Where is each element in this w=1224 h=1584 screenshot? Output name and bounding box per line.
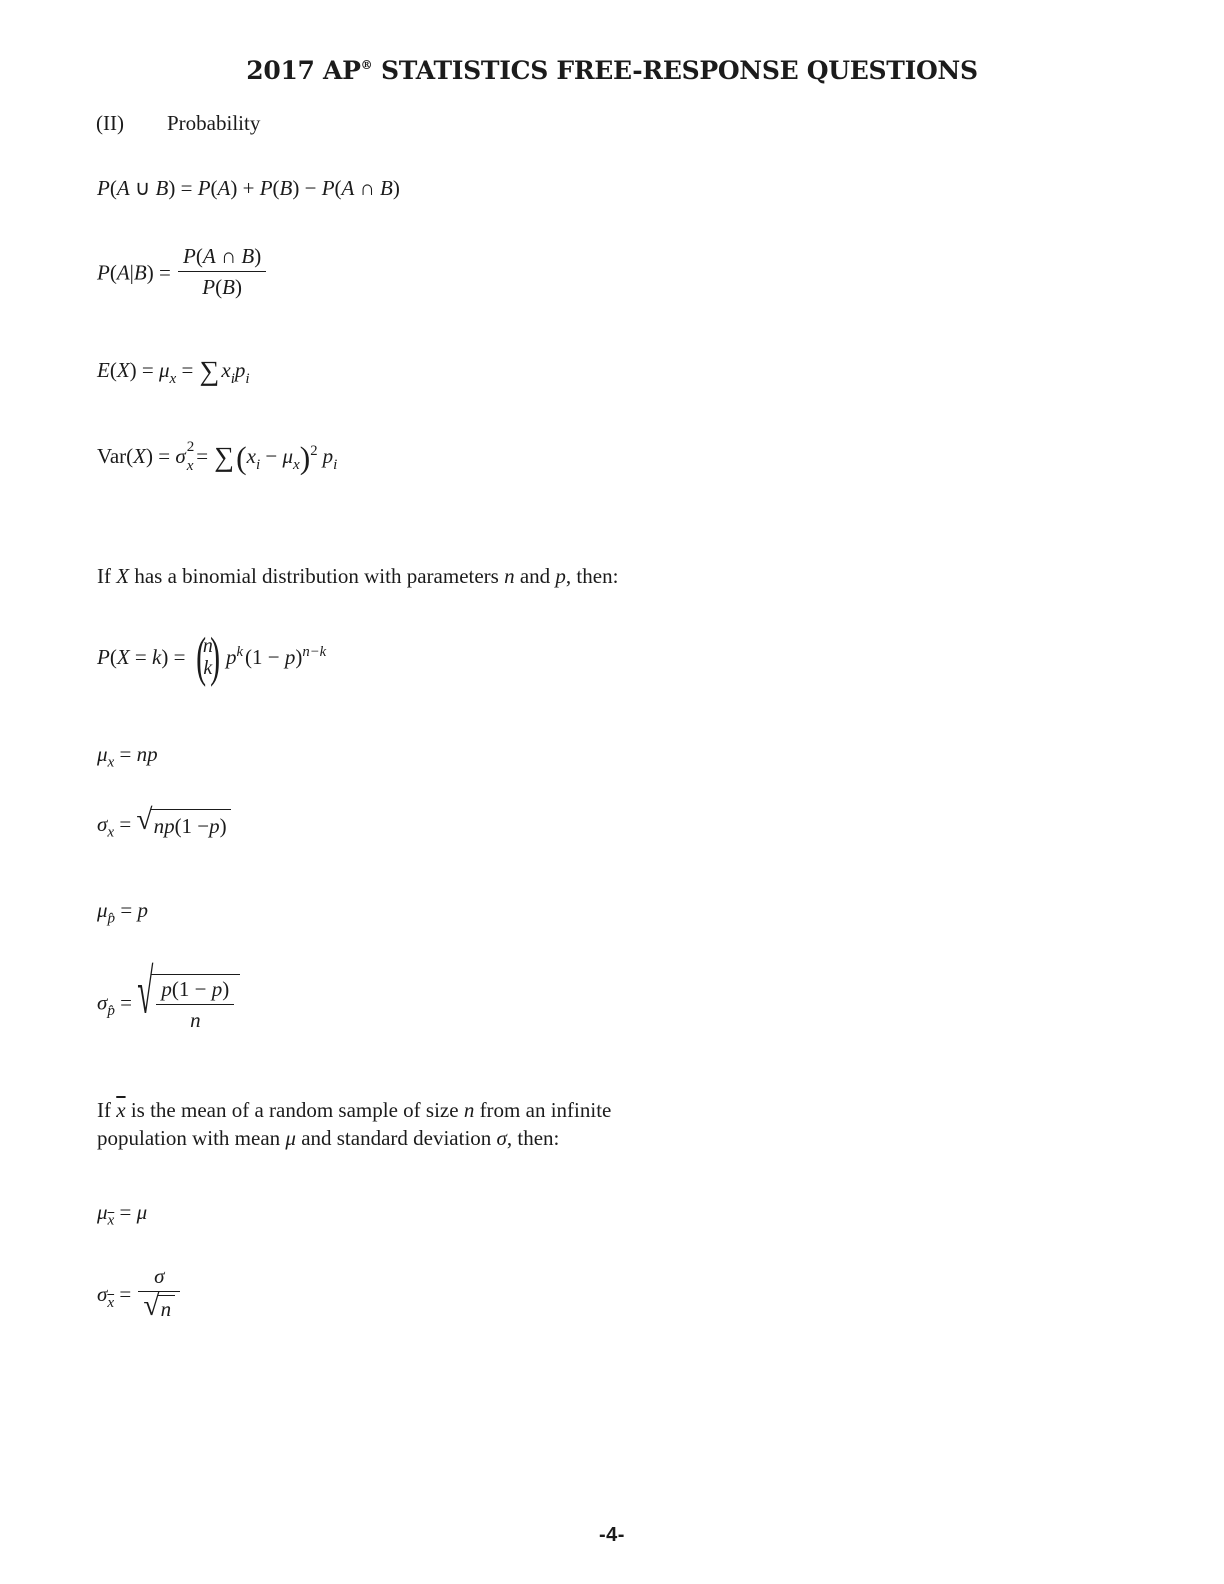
formula-expected-value (97, 352, 250, 389)
math-token: ( (109, 644, 117, 669)
math-token: (1 − (171, 977, 212, 1001)
math-token: X (133, 444, 146, 469)
math-token (156, 978, 234, 1031)
math-token: σ (175, 444, 186, 469)
math-token (151, 809, 231, 840)
math-token: ( (210, 176, 218, 200)
math-token: ) = (168, 176, 198, 200)
formula-binomial-sd (97, 803, 231, 843)
math-token: i (255, 456, 261, 473)
math-token: ) (392, 176, 400, 200)
math-token: p (226, 644, 237, 669)
math-token: n (160, 1296, 172, 1321)
page-title (0, 56, 1224, 85)
math-token: B (241, 244, 255, 268)
math-token: B (155, 176, 169, 200)
math-token: = (114, 1282, 137, 1307)
math-token: = (176, 358, 199, 383)
math-token: A (116, 176, 130, 200)
math-token: P (259, 176, 273, 200)
math-token (136, 803, 230, 840)
math-token: ) = (145, 444, 176, 469)
text-binomial-intro (97, 562, 618, 590)
math-token: p (234, 358, 246, 383)
math-token: x (107, 824, 115, 841)
math-token (293, 457, 300, 473)
math-token: (1 − (245, 644, 285, 669)
math-token: | (129, 260, 134, 285)
math-token: x (107, 1294, 115, 1311)
math-token: A (341, 176, 355, 200)
math-token: σ (496, 1125, 507, 1150)
math-token: x (186, 458, 194, 475)
math-token: μ (285, 1125, 296, 1150)
math-token: E (97, 358, 110, 383)
math-token (192, 626, 224, 687)
math-token: ) (295, 644, 303, 669)
section-heading (96, 111, 260, 136)
math-token: μ (159, 358, 170, 383)
math-token: (1 − (174, 813, 210, 838)
math-token (302, 644, 326, 660)
math-token (156, 1004, 234, 1031)
math-token: ) (209, 626, 220, 687)
math-token: ) = (161, 644, 191, 669)
math-token: n−k (302, 643, 327, 660)
math-token: ( (236, 440, 247, 476)
math-token: √ (137, 958, 154, 1028)
math-token: 2 (186, 439, 195, 456)
math-token: ∪ (129, 176, 156, 200)
math-token: ( (109, 176, 117, 200)
formula-binomial-pmf (97, 626, 327, 687)
math-token: ) (222, 977, 230, 1001)
math-token: B (279, 176, 293, 200)
section-name: Probability (167, 111, 261, 135)
math-token (138, 1291, 180, 1322)
math-token: = (114, 990, 138, 1015)
math-token: x (246, 444, 256, 469)
math-token: ) (234, 275, 242, 300)
math-token: B (133, 260, 147, 285)
math-token: is the mean of a random sample of size (125, 1098, 464, 1122)
math-token: μ (97, 742, 108, 766)
math-token: i (230, 370, 235, 387)
math-token: σ (154, 1264, 165, 1288)
math-token: x (107, 754, 115, 771)
formula-conditional-probability (97, 244, 268, 301)
math-token: i (245, 370, 250, 387)
math-token: μ (136, 1200, 148, 1224)
math-token: p (322, 444, 334, 469)
math-token: B (380, 176, 393, 200)
math-token: ) (254, 244, 262, 268)
math-token: x (293, 456, 300, 473)
math-token: = (196, 444, 214, 469)
math-token: ∩ (215, 244, 242, 268)
math-token: n (504, 564, 515, 588)
math-token: ) (299, 440, 311, 476)
math-token: P (183, 244, 196, 268)
math-token (151, 974, 240, 1031)
formula-union-probability (97, 174, 400, 202)
math-token: n (463, 1098, 475, 1122)
math-token (187, 440, 195, 474)
math-token: μ (97, 1200, 108, 1224)
math-token: n (190, 1008, 201, 1033)
math-token: √ (136, 803, 153, 836)
math-token: σ (97, 1282, 108, 1307)
math-token (138, 1265, 180, 1322)
math-token (158, 1295, 176, 1320)
math-token: ∑ (214, 441, 235, 472)
math-token: P (97, 260, 110, 285)
formula-xbar-mean (97, 1198, 147, 1231)
math-token: X (116, 358, 130, 383)
math-token: k (203, 657, 213, 680)
formula-variance (97, 438, 337, 476)
math-token: p (555, 564, 566, 588)
math-token: P (197, 176, 211, 200)
math-token: = (114, 742, 137, 766)
math-token (178, 271, 266, 298)
math-token: ) = (146, 260, 177, 285)
math-token: If (97, 1098, 117, 1122)
math-token: = (114, 1200, 137, 1224)
page-number: -4- (599, 1524, 625, 1546)
math-token: p (211, 977, 223, 1001)
math-token: 2 (310, 443, 318, 460)
math-token: x (169, 370, 177, 387)
math-token: ) − (292, 176, 322, 200)
math-token (143, 1289, 175, 1322)
math-token: n (202, 634, 213, 657)
math-token: p̂ (107, 1003, 115, 1020)
math-token: has a binomial distribution with parameters (129, 564, 505, 588)
math-token (333, 457, 337, 473)
math-token: P (97, 644, 110, 669)
math-token (245, 371, 249, 387)
section-label: (II) (96, 111, 124, 135)
math-token: $\overline{x}$ (116, 1098, 126, 1122)
math-token: p (161, 977, 172, 1001)
math-token: ) = (129, 358, 159, 383)
math-token: and standard deviation (295, 1125, 497, 1150)
title-rest: STATISTICS FREE-RESPONSE QUESTIONS (372, 56, 978, 85)
math-token: σ (97, 990, 108, 1015)
math-token: p (137, 898, 148, 922)
title-year-ap: 2017 AP (246, 56, 361, 85)
math-token: k (236, 643, 244, 660)
math-token: np (136, 742, 158, 766)
math-token: P (321, 176, 335, 200)
math-token: from an infinite (474, 1098, 612, 1122)
math-token: ( (215, 275, 223, 300)
formula-binomial-mean (97, 740, 158, 773)
math-token (310, 443, 317, 459)
math-token (178, 245, 266, 271)
math-token: , then: (506, 1125, 560, 1150)
math-token: Var( (97, 444, 134, 469)
math-token: ) (219, 813, 227, 838)
math-token: If (97, 564, 117, 588)
math-token: ( (195, 244, 203, 268)
math-token: √ (143, 1289, 160, 1322)
math-token: ( (272, 176, 280, 200)
math-token (156, 978, 234, 1004)
math-token (178, 245, 266, 298)
math-token: μ (282, 444, 294, 469)
math-token: and (514, 564, 556, 588)
math-token (138, 1265, 180, 1291)
math-token: i (333, 456, 338, 473)
math-token: np (153, 813, 175, 838)
math-token: population with mean (97, 1125, 286, 1150)
math-token: μ (97, 898, 108, 922)
math-token: = (129, 644, 152, 669)
math-token: A (217, 176, 231, 200)
math-token: x (107, 1212, 115, 1229)
math-token: − (260, 444, 283, 469)
math-token: ∑ (199, 355, 220, 386)
formula-phat-mean (97, 896, 148, 929)
math-token: ( (109, 260, 117, 285)
math-token: P (202, 275, 216, 300)
math-token (108, 911, 116, 927)
math-token: p̂ (107, 910, 116, 927)
math-token: X (116, 564, 130, 588)
math-token: σ (97, 812, 108, 836)
registered-mark: ® (360, 58, 373, 72)
math-token: k (152, 644, 162, 669)
math-token: ) + (230, 176, 260, 200)
math-token: A (202, 244, 216, 268)
math-token: , then: (565, 564, 619, 588)
text-sampling-intro (97, 1097, 611, 1152)
math-token: p (284, 644, 296, 669)
math-token: B (222, 275, 235, 300)
math-token: A (116, 260, 130, 285)
math-token (237, 644, 244, 660)
formula-phat-sd (97, 958, 240, 1033)
math-token: ( (195, 626, 206, 687)
math-token: ( (109, 358, 117, 383)
math-token: P (97, 176, 110, 200)
math-token: ( (334, 176, 342, 200)
math-token: x (221, 358, 231, 383)
math-token: = (114, 812, 137, 836)
formula-xbar-sd (97, 1264, 182, 1325)
math-token: ∩ (354, 176, 381, 200)
math-token (107, 1003, 115, 1019)
math-token: p (209, 813, 220, 838)
math-token (137, 958, 240, 1033)
math-token: = (115, 898, 138, 922)
math-token: X (116, 644, 130, 669)
